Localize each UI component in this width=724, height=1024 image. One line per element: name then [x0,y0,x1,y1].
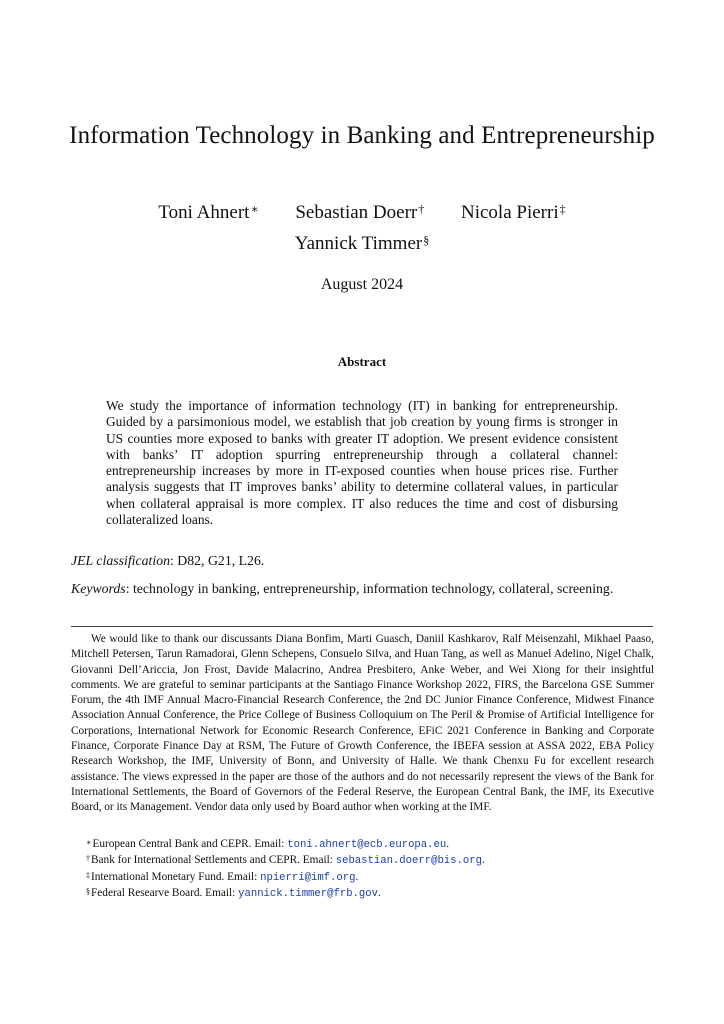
footnote-end: . [355,870,359,883]
footnote-text: International Monetary Fund. Email: [91,870,261,883]
footnote-mark: ‡ [86,870,90,880]
keywords-label: Keywords [71,581,126,596]
paper-title: Information Technology in Banking and Entrepreneurship [69,122,655,149]
jel-classification [71,552,653,570]
author-ahnert [158,200,258,226]
footnote-end: . [481,854,485,867]
keywords [71,580,653,597]
abstract-body: We study the importance of information technology (IT) in banking for entrepreneurship. Guided by a parsimonious model, we establish that job creation by young firms is stronger in US counties more exposed to banks with greater IT adoption. We present evidence consistent with banks’ IT adoption spurring entrepreneurship through a collateral channel: entrepreneurship increases by more in IT-exposed counties when house prices rise. Further analysis suggests that IT improves banks’ ability to determine collateral values, in particular when collateral appraisal is more complex. IT also reduces the time and cost of disbursing collateralized loans. [106,398,618,528]
author-mark[interactable]: ‡ [559,202,566,216]
footnote-doerr [71,853,653,869]
footnote-pierri [71,870,653,886]
footnote-mark: § [86,886,90,896]
email-link[interactable]: sebastian.doerr@bis.org [335,855,482,868]
footnote-list [71,837,653,902]
author-mark[interactable]: † [418,202,425,216]
footnote-mark: ∗ [86,838,92,847]
footnote-mark: † [86,854,90,864]
abstract-heading: Abstract [337,354,387,369]
footnote-ahnert [71,837,653,853]
author-name: Sebastian Doerr [295,202,418,223]
author-list-row2 [0,231,724,257]
author-list [0,200,724,226]
email-link[interactable]: toni.ahnert@ecb.europa.eu [287,839,447,851]
footnote-text: European Central Bank and CEPR. Email: [92,838,288,850]
author-mark[interactable]: § [423,233,430,247]
footnote-end: . [446,838,450,850]
author-name: Toni Ahnert [158,202,250,223]
author-pierri [461,200,566,226]
keywords-list: : technology in banking, entrepreneurship, information technology, collateral, screening. [125,581,614,596]
author-name: Yannick Timmer [294,233,423,254]
author-name: Nicola Pierri [460,202,559,223]
jel-label: JEL classification [71,553,171,568]
paper-date: August 2024 [320,276,404,293]
footnote-end: . [378,886,381,899]
email-link[interactable]: yannick.timmer@frb.gov [238,887,378,900]
jel-codes: : D82, G21, L26. [170,553,265,568]
author-mark[interactable]: ∗ [250,202,259,216]
author-timmer [295,233,429,254]
footnote-text: Federal Researve Board. Email: [91,886,239,899]
footnote-text: Bank for International Settlements and CEPR. Email: [91,854,336,867]
email-link[interactable]: npierri@imf.org [260,871,356,884]
author-doerr [295,200,424,226]
acknowledgement-footnote: We would like to thank our discussants Diana Bonfim, Marti Guasch, Daniil Kashkarov, Ralf Meisenzahl, Mikhael Paaso, Mitchell Petersen, Tarun Ramadorai, Glenn Schepens, Consuelo Silva, and Huan Tang, as well as Manuel Adelino, Nigel Chalk, Giovanni Dell’Ariccia, Jon Frost, Davide Malacrino, Andrea Presbitero, Anke Weber, and Wei Xiong for their insightful comments. We are grateful to seminar participants at the Santiago Finance Workshop 2022, FIRS, the Barcelona GSE Summer Forum, the 4th IMF Annual Macro-Financial Research Conference, the 2nd DC Junior Finance Conference, Midwest Finance Association Annual Conference, the Price College of Business Colloquium on The Peril & Promise of Artificial Intelligence for Corporations, International Network for Economic Research Conference, EFiC 2021 Conference in Banking and Corporate Finance, Corporate Finance Day at RSM, The Future of Growth Conference, the IBEFA session at ASSA 2022, EBA Policy Research Workshop, the IMF, University of Bonn, and University of Halle. We thank Chenxu Fu for excellent research assistance. The views expressed in the paper are those of the authors and do not necessarily represent the views of the Bank for International Settlements, the Board of Governors of the Federal Reserve, the European Central Bank, the IMF, its Executive Board, or its Management. Vendor data only used by Board author when working at the IMF. [71,633,654,814]
footnote-divider [71,626,653,627]
footnote-timmer [71,886,653,902]
